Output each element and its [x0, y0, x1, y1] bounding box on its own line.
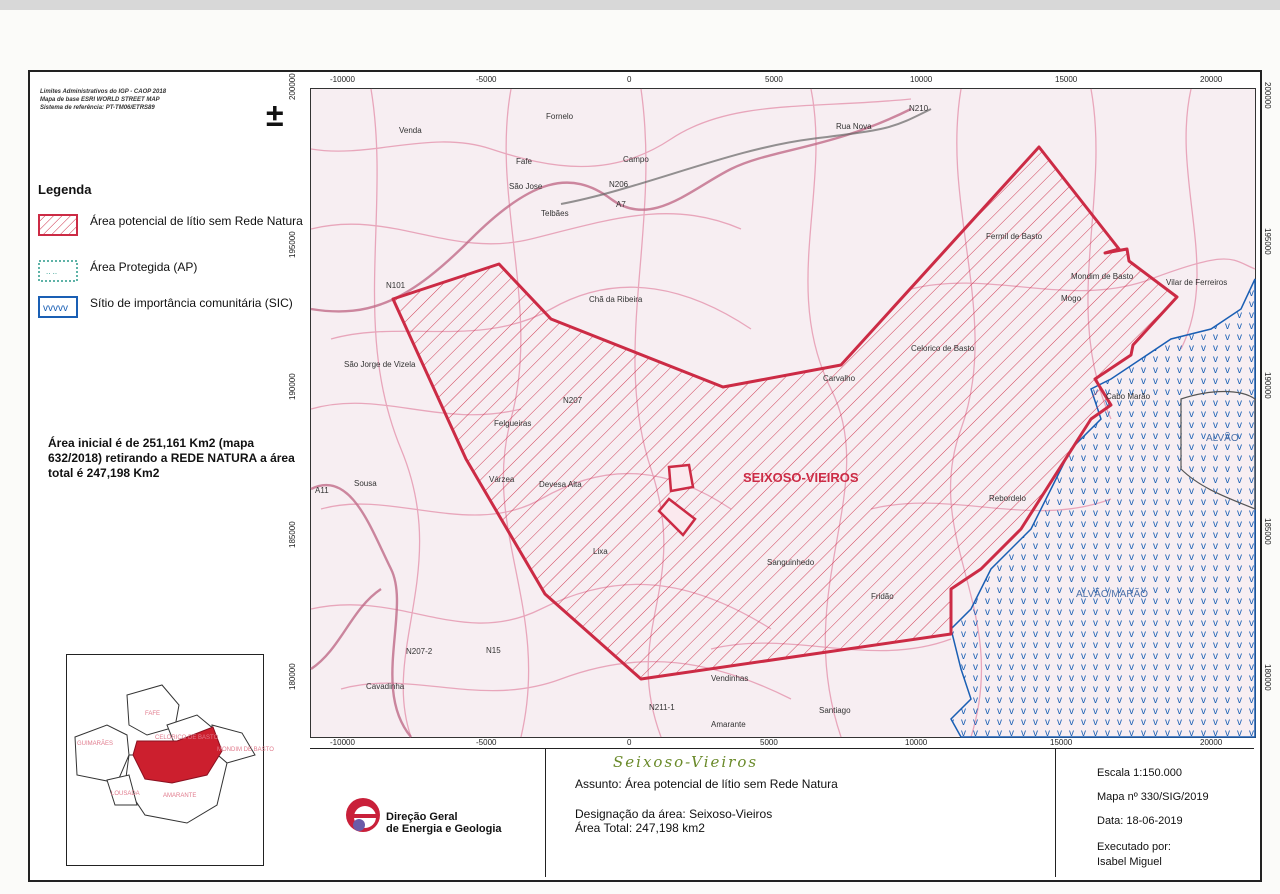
date-text: Data: 18-06-2019	[1097, 815, 1183, 827]
axis-top-tick: 0	[627, 75, 632, 84]
place-label: Telbães	[541, 209, 569, 218]
road-label: N101	[386, 281, 406, 290]
axis-top-tick: -10000	[330, 75, 355, 84]
place-label: Fermil de Basto	[986, 232, 1043, 241]
scan-edge	[0, 0, 1280, 10]
road-label: N207-2	[406, 647, 433, 656]
place-label: Carvalho	[823, 374, 856, 383]
axis-left-tick: 185000	[288, 521, 297, 548]
scale-text: Escala 1:150.000	[1097, 767, 1183, 779]
place-label: Rua Nova	[836, 122, 872, 131]
metadata-line: Limites Administrativos do IGP - CAOP 2018	[40, 89, 167, 95]
place-label: Fornelo	[546, 112, 574, 121]
axis-right-tick: 185000	[1263, 518, 1272, 545]
place-label: Vendinhas	[711, 674, 749, 683]
axis-right-tick: 200000	[1263, 82, 1272, 109]
place-label: ALVÃO	[1206, 433, 1239, 444]
executed-by-name: Isabel Miguel	[1097, 856, 1162, 868]
overview-map	[66, 654, 274, 866]
place-label: São Jose	[509, 182, 543, 191]
place-label: Fafe	[516, 157, 533, 166]
place-label: Devesa Alta	[539, 480, 582, 489]
legend-label: Sítio de importância comunitária (SIC)	[90, 296, 293, 310]
area-note: Área inicial é de 251,161 Km2 (mapa 632/2018) retirando a REDE NATURA a área total é 247,198 Km2	[48, 436, 295, 480]
axis-left-tick: 200000	[288, 73, 297, 100]
place-label: Sousa	[354, 479, 377, 488]
title-block	[310, 748, 1254, 877]
overview-label: LOUSADA	[111, 791, 140, 797]
axis-left-tick: 180000	[288, 663, 297, 690]
legend-item-protected	[38, 260, 308, 284]
north-arrow-icon: ±	[266, 97, 284, 133]
axis-right-tick: 180000	[1263, 664, 1272, 691]
road-label: N211-1	[649, 703, 675, 712]
place-label: Mondim de Basto	[1071, 272, 1134, 281]
subject-panel	[545, 749, 1056, 877]
metadata-line: Mapa de base ESRI WORLD STREET MAP	[40, 97, 160, 103]
axis-top-tick: -5000	[476, 75, 497, 84]
axis-top-tick: 10000	[910, 75, 933, 84]
metadata-line: Sistema de referência: PT-TM06/ETRS89	[40, 105, 155, 111]
road-label: A11	[315, 486, 329, 495]
total-area-text: Área Total: 247,198 km2	[575, 821, 705, 835]
axis-bottom-tick: 0	[627, 738, 632, 747]
place-label: Campo	[623, 155, 649, 164]
road-label: N207	[563, 396, 583, 405]
axis-right-tick: 195000	[1263, 228, 1272, 255]
sic-swatch-icon	[38, 296, 78, 318]
place-label: Várzea	[489, 475, 515, 484]
legend-title: Legenda	[38, 182, 92, 197]
place-label: São Jorge de Vizela	[344, 360, 416, 369]
legend-label: Área potencial de lítio sem Rede Natura	[90, 214, 303, 228]
area-name-label: SEIXOSO-VIEIROS	[743, 470, 859, 485]
place-label: Mogo	[1061, 294, 1082, 303]
axis-left-tick: 190000	[288, 373, 297, 400]
overview-label: CELORICO DE BASTO	[155, 735, 219, 741]
axis-bottom-tick: 10000	[905, 738, 928, 747]
map-metadata	[40, 88, 166, 112]
protected-swatch-icon	[38, 260, 78, 282]
overview-canvas	[67, 655, 274, 865]
hatch-swatch-icon	[38, 214, 78, 236]
road-label: N206	[609, 180, 629, 189]
place-label: Amarante	[711, 720, 746, 729]
place-label: Chã da Ribeira	[589, 295, 643, 304]
road-label: N15	[486, 646, 501, 655]
legend-label: Área Protegida (AP)	[90, 260, 198, 274]
overview-label: FAFE	[145, 711, 161, 717]
overview-label: GUIMARÃES	[77, 741, 114, 747]
logo-text-line: de Energia e Geologia	[386, 823, 502, 835]
place-label: Venda	[399, 126, 422, 135]
axis-bottom-tick: -10000	[330, 738, 355, 747]
main-map[interactable]	[310, 88, 1256, 738]
place-label: Lixa	[593, 547, 608, 556]
road-label: A7	[616, 200, 626, 209]
logo-panel	[310, 749, 546, 877]
place-label: Felgueiras	[494, 419, 532, 428]
place-label: Cabo Marão	[1106, 392, 1151, 401]
logo-text-line: Direção Geral	[386, 811, 458, 823]
svg-text:.. ..: .. ..	[46, 267, 58, 276]
legend-item-sic	[38, 296, 308, 330]
place-label: Fridão	[871, 592, 894, 601]
place-label: Rebordelo	[989, 494, 1026, 503]
map-number-text: Mapa nº 330/SIG/2019	[1097, 791, 1209, 803]
svg-text:vvvvv: vvvvv	[43, 303, 68, 314]
axis-bottom-tick: 15000	[1050, 738, 1073, 747]
road-label: N210	[909, 104, 929, 113]
map-canvas	[311, 89, 1255, 737]
axis-right-tick: 190000	[1263, 372, 1272, 399]
overview-label: MONDIM DE BASTO	[217, 747, 274, 753]
executed-by-label: Executado por:	[1097, 841, 1171, 853]
place-label: Cavadinha	[366, 682, 405, 691]
overview-label: AMARANTE	[163, 793, 197, 799]
place-label: Celorico de Basto	[911, 344, 975, 353]
info-panel	[1055, 749, 1254, 877]
subject-text: Assunto: Área potencial de lítio sem Rede Natura	[575, 777, 838, 791]
axis-top-tick: 15000	[1055, 75, 1078, 84]
axis-left-tick: 195000	[288, 231, 297, 258]
axis-bottom-tick: -5000	[476, 738, 497, 747]
exclusion-zone	[669, 465, 693, 491]
axis-top-tick: 20000	[1200, 75, 1223, 84]
place-label: Vilar de Ferreiros	[1166, 278, 1228, 287]
designation-text: Designação da área: Seixoso-Vieiros	[575, 807, 773, 821]
legend-item-lithium	[38, 214, 308, 248]
axis-top-tick: 5000	[765, 75, 783, 84]
place-label: Sanguinhedo	[767, 558, 815, 567]
axis-bottom-tick: 20000	[1200, 738, 1223, 747]
handwritten-annotation: Seixoso-Vieiros	[613, 753, 759, 771]
place-label: ALVÃO/MARÃO	[1076, 589, 1149, 600]
dgeg-logo-icon	[343, 795, 383, 835]
axis-bottom-tick: 5000	[760, 738, 778, 747]
place-label: Santiago	[819, 706, 851, 715]
